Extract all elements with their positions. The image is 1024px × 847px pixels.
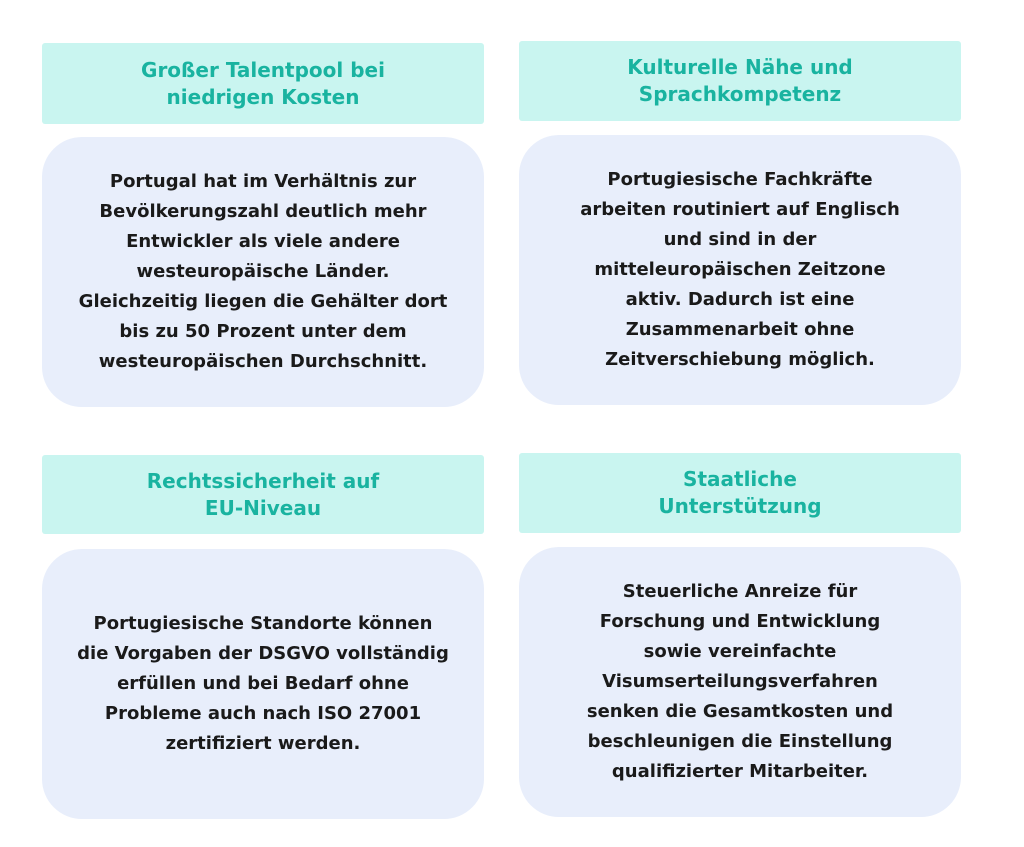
card-1-title: Großer Talentpool bei niedrigen Kosten xyxy=(42,43,484,124)
card-2-title: Kulturelle Nähe und Sprachkompetenz xyxy=(519,41,961,121)
card-3-body: Portugiesische Standorte können die Vorgaben der DSGVO vollständig erfüllen und bei Bedarf ohne Probleme auch nach ISO 27001 zertifiziert werden. xyxy=(42,549,484,819)
card-2-body: Portugiesische Fachkräfte arbeiten routiniert auf Englisch und sind in der mitteleuropäischen Zeitzone aktiv. Dadurch ist eine Zusammenarbeit ohne Zeitverschiebung möglich. xyxy=(519,135,961,405)
card-4-body: Steuerliche Anreize für Forschung und Entwicklung sowie vereinfachte Visumserteilungsverfahren senken die Gesamtkosten und beschleunigen die Einstellung qualifizierter Mitarbeiter. xyxy=(519,547,961,817)
card-4-title: Staatliche Unterstützung xyxy=(519,453,961,533)
card-1-body: Portugal hat im Verhältnis zur Bevölkerungszahl deutlich mehr Entwickler als viele andere westeuropäische Länder. Gleichzeitig liegen die Gehälter dort bis zu 50 Prozent unter dem westeuropäischen Durchschnitt. xyxy=(42,137,484,407)
card-3-title: Rechtssicherheit auf EU-Niveau xyxy=(42,455,484,534)
